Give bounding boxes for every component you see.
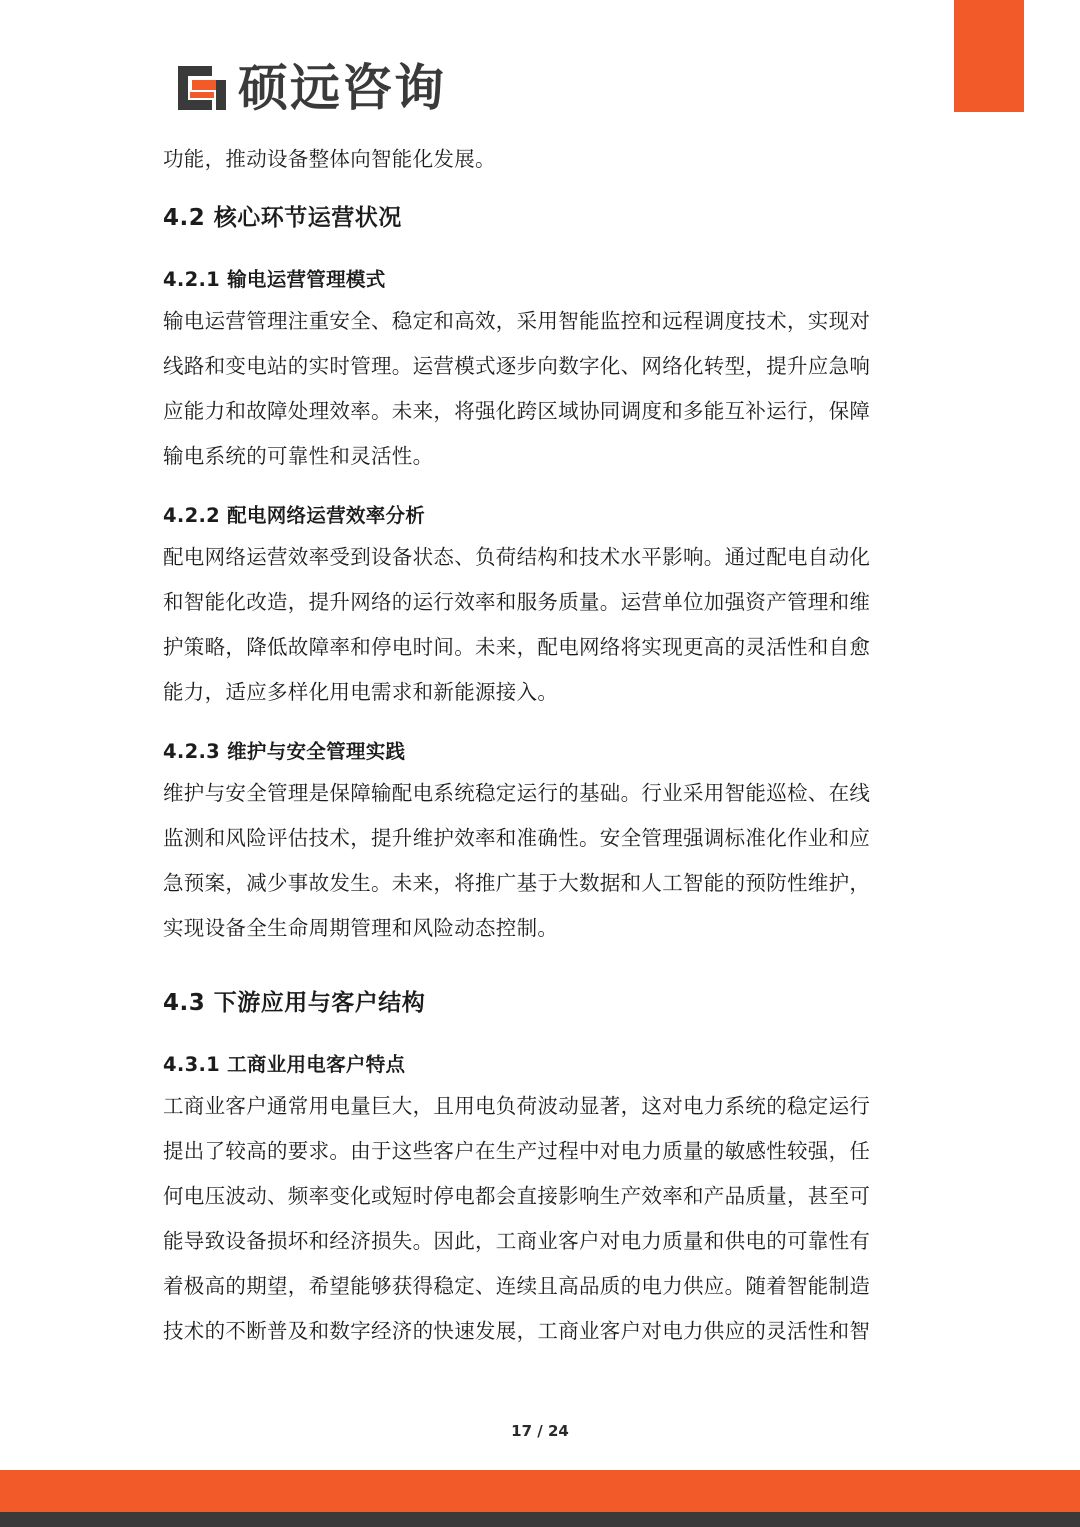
paragraph-line: 应能力和故障处理效率。未来，将强化跨区域协同调度和多能互补运行，保障 [163,399,871,423]
paragraph-4-3-1 [163,1084,908,1354]
subsection-heading-4-2-3: 4.2.3 维护与安全管理实践 [163,740,406,763]
subsection-heading-4-3-1: 4.3.1 工商业用电客户特点 [163,1053,406,1076]
paragraph-line: 和智能化改造，提升网络的运行效率和服务质量。运营单位加强资产管理和维 [163,590,871,614]
paragraph-line: 输电运营管理注重安全、稳定和高效，采用智能监控和远程调度技术，实现对 [163,309,871,333]
paragraph-line: 能力，适应多样化用电需求和新能源接入。 [163,680,559,704]
paragraph-line: 配电网络运营效率受到设备状态、负荷结构和技术水平影响。通过配电自动化 [163,545,871,569]
brand-name: 硕远咨询 [238,59,446,117]
section-heading-4-2: 4.2 核心环节运营状况 [163,205,402,231]
paragraph-line: 急预案，减少事故发生。未来，将推广基于大数据和人工智能的预防性维护， [163,871,871,895]
section-heading-4-3: 4.3 下游应用与客户结构 [163,990,426,1016]
intro-paragraph [163,137,908,182]
paragraph-4-2-2 [163,535,908,715]
subsection-heading-4-2-2: 4.2.2 配电网络运营效率分析 [163,504,426,527]
footer-accent-bar [0,1470,1080,1512]
paragraph-line: 监测和风险评估技术，提升维护效率和准确性。安全管理强调标准化作业和应 [163,826,871,850]
paragraph-line: 能导致设备损坏和经济损失。因此，工商业客户对电力质量和供电的可靠性有 [163,1229,871,1253]
paragraph-line: 技术的不断普及和数字经济的快速发展，工商业客户对电力供应的灵活性和智 [163,1319,871,1343]
document-body [163,137,908,1354]
logo-mark-icon [176,64,228,112]
paragraph-line: 何电压波动、频率变化或短时停电都会直接影响生产效率和产品质量，甚至可 [163,1184,871,1208]
footer-dark-bar [0,1512,1080,1527]
paragraph-4-2-1 [163,299,908,479]
company-logo [176,58,446,118]
paragraph-line: 功能，推动设备整体向智能化发展。 [163,147,496,171]
page-number: 17 / 24 [511,1422,569,1440]
corner-accent-block [954,0,1024,112]
paragraph-line: 护策略，降低故障率和停电时间。未来，配电网络将实现更高的灵活性和自愈 [163,635,871,659]
paragraph-4-2-3 [163,771,908,951]
paragraph-line: 维护与安全管理是保障输配电系统稳定运行的基础。行业采用智能巡检、在线 [163,781,871,805]
paragraph-line: 着极高的期望，希望能够获得稳定、连续且高品质的电力供应。随着智能制造 [163,1274,871,1298]
paragraph-line: 线路和变电站的实时管理。运营模式逐步向数字化、网络化转型，提升应急响 [163,354,871,378]
paragraph-line: 输电系统的可靠性和灵活性。 [163,444,434,468]
paragraph-line: 工商业客户通常用电量巨大，且用电负荷波动显著，这对电力系统的稳定运行 [163,1094,871,1118]
paragraph-line: 实现设备全生命周期管理和风险动态控制。 [163,916,559,940]
subsection-heading-4-2-1: 4.2.1 输电运营管理模式 [163,268,386,291]
paragraph-line: 提出了较高的要求。由于这些客户在生产过程中对电力质量的敏感性较强，任 [163,1139,871,1163]
